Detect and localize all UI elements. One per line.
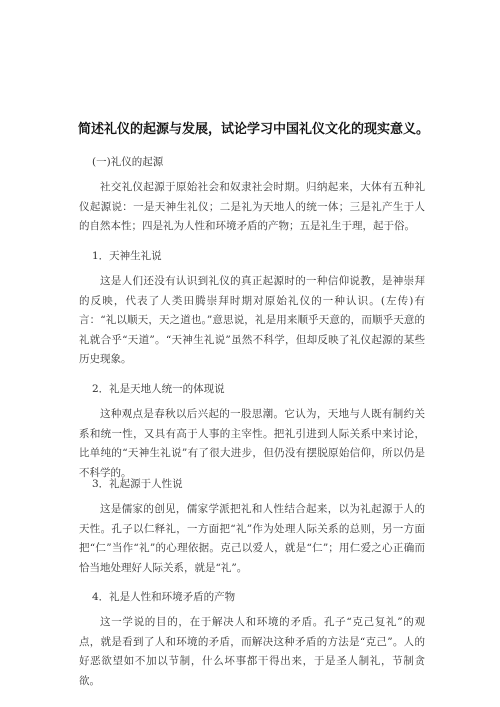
subsection-body-1: 这是人们还没有认识到礼仪的真正起源时的一种信仰说教，是神崇拜的反映，代表了人类田腾崇拜时期对原始礼仪的一种认识。(左传)有言：“礼以顺天，天之道也。”意思说，礼是用来顺乎天意的，而顺乎天意的礼就合乎“天道”。“天神生礼说”虽然不科学，但却反映了礼仪起源的某些历史现象。 xyxy=(79,275,425,365)
subsection-heading-4: 4．礼是人性和环境矛盾的产物 xyxy=(92,591,236,603)
section-heading: (一)礼仪的起源 xyxy=(92,156,164,168)
intro-paragraph: 社交礼仪起源于原始社会和奴隶社会时期。归纳起来，大体有五种礼仪起源说：一是天神生礼仪；二是礼为天地人的统一体；三是礼产生于人的自然本性；四是礼为人性和环境矛盾的产物；五是礼生于理，起于俗。 xyxy=(79,181,425,232)
subsection-heading-1: 1．天神生礼说 xyxy=(92,250,162,262)
subsection-heading-3: 3．礼起源于人性说 xyxy=(92,478,183,490)
subsection-body-4: 这一学说的目的，在于解决人和环境的矛盾。孔子“克己复礼”的观点，就是看到了人和环境的矛盾，而解决这种矛盾的方法是“克己”。人的好恶欲望如不加以节制，什么坏事都干得出来，于是圣人制礼，节制贪欲。 xyxy=(79,616,425,687)
subsection-heading-2: 2．礼是天地人统一的体现说 xyxy=(92,383,225,395)
subsection-body-3: 这是儒家的创见，儒家学派把礼和人性结合起来，以为礼起源于人的天性。孔子以仁释礼，一方面把“礼”作为处理人际关系的总则，另一方面把“仁”当作“礼”的心理依据。克己以爱人，就是“仁”；用仁爱之心正确而恰当地处理好人际关系，就是“礼”。 xyxy=(79,503,425,574)
subsection-body-2: 这种观点是春秋以后兴起的一股思潮。它认为，天地与人既有制约关系和统一性，又具有高于人事的主宰性。把礼引进到人际关系中来讨论，比单纯的“天神生礼说”有了很大进步，但仍没有摆脱原始信仰，所以仍是不科学的。 xyxy=(79,408,425,479)
document-title: 简述礼仪的起源与发展，试论学习中国礼仪文化的现实意义。 xyxy=(78,122,430,137)
